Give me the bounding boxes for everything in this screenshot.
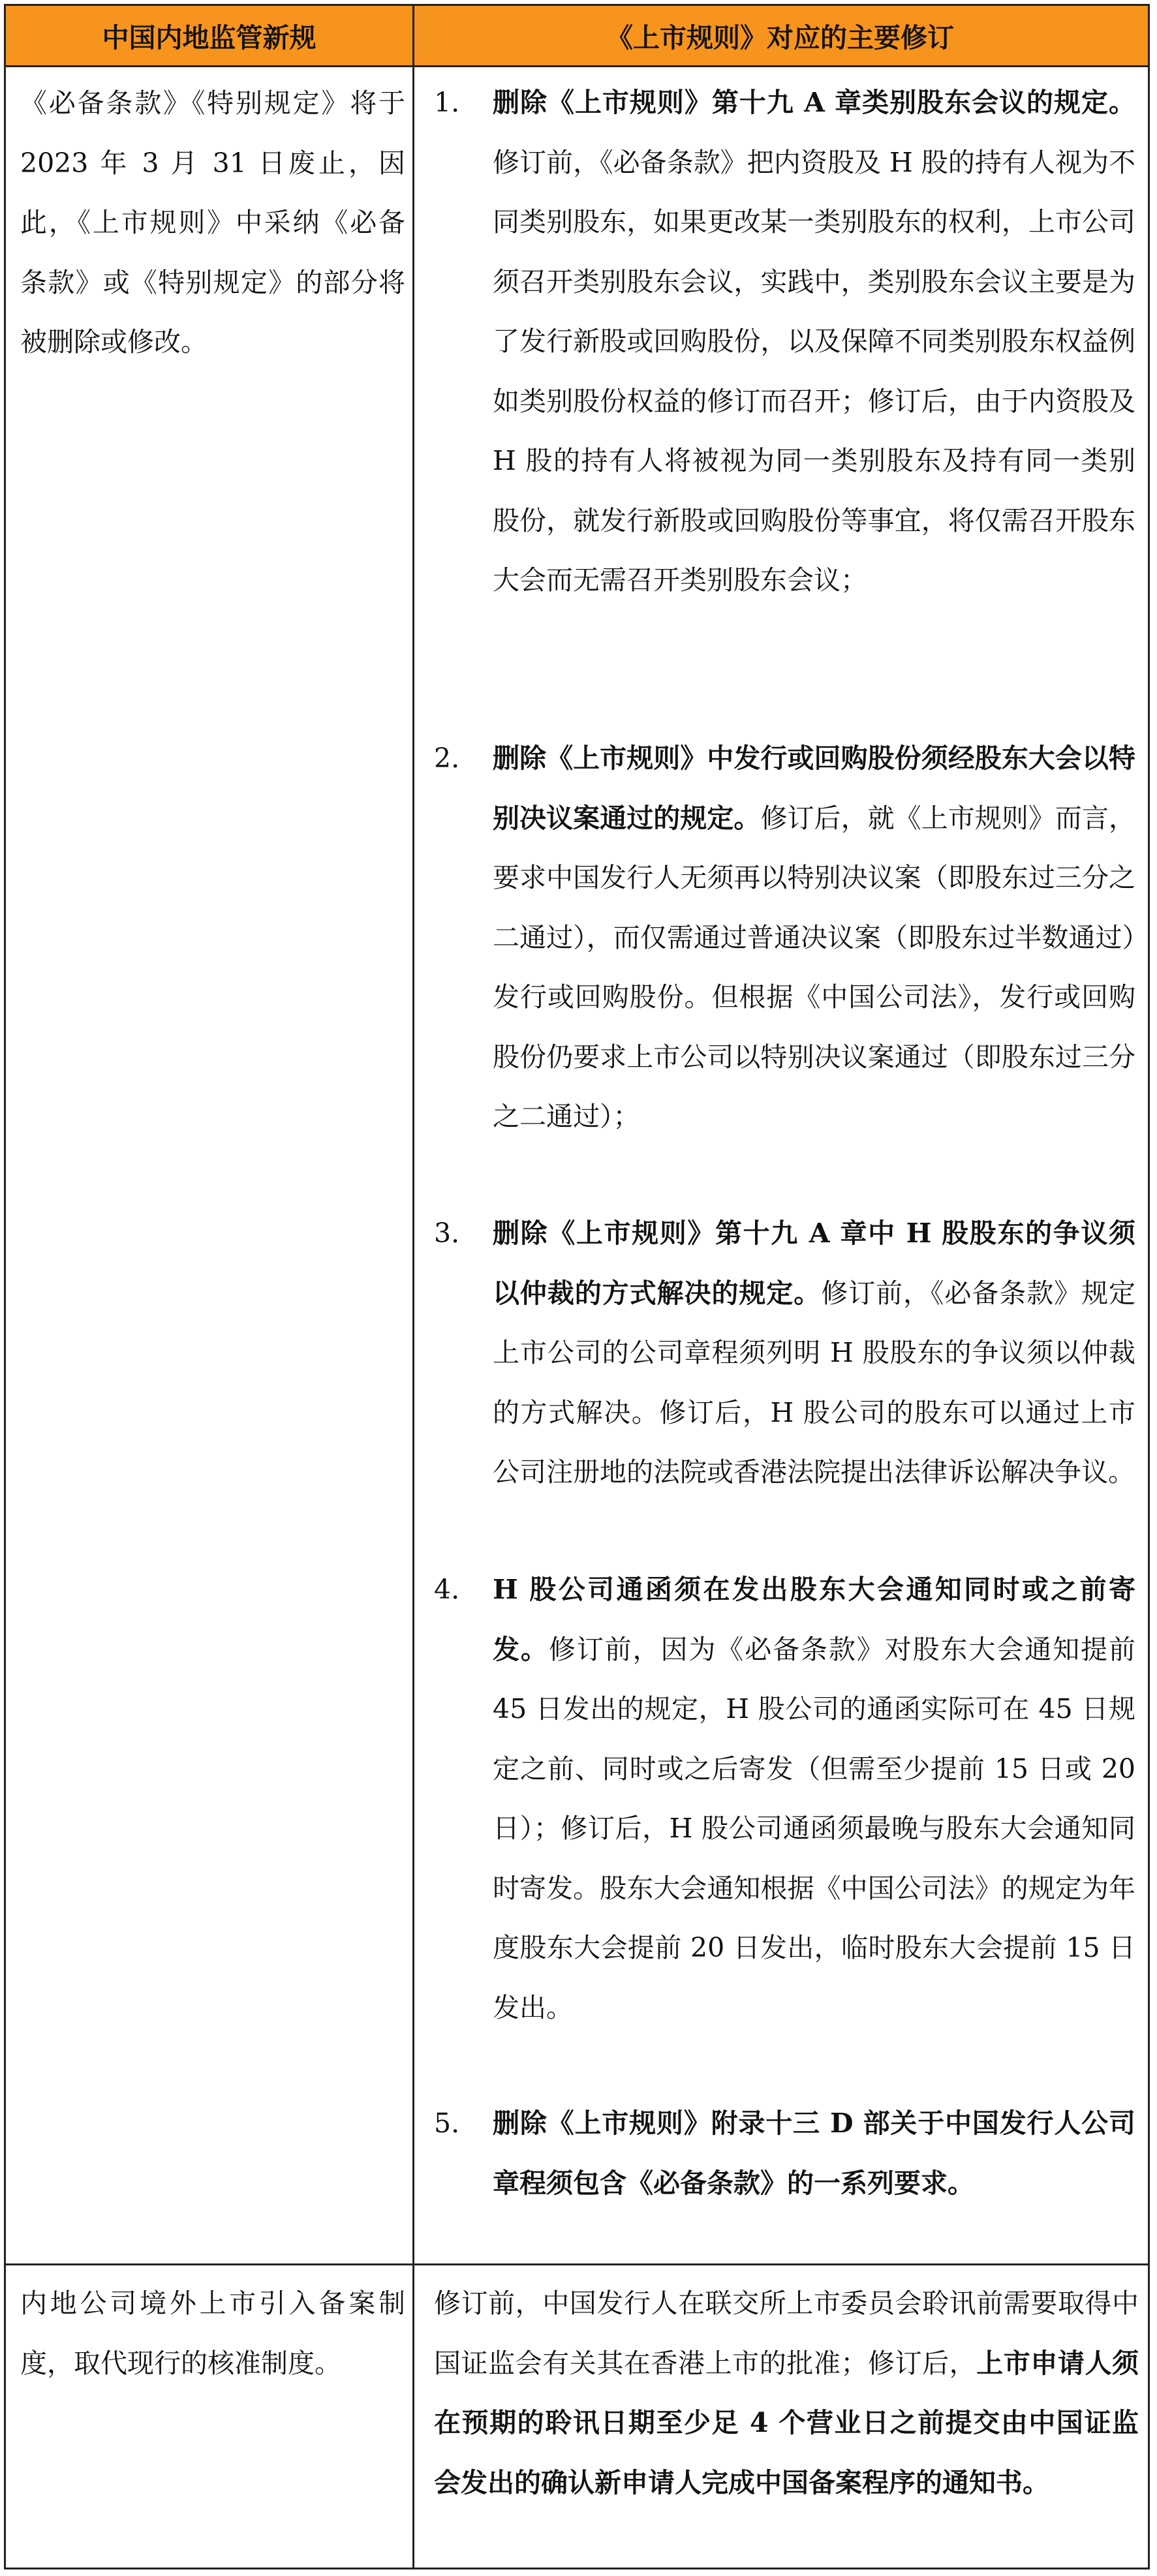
item-text bbox=[493, 1204, 1135, 1503]
row2-right-bold: 上市申请人须在预期的聆讯日期至少足 4 个营业日之前提交由中国证监会发出的确认新申请人完成中国备案程序的通知书。 bbox=[434, 2347, 1139, 2498]
item-text bbox=[493, 1560, 1135, 2038]
item-bold: H 股公司通函须在发出股东大会通知同时或之前寄发。 bbox=[493, 1574, 1135, 1665]
item-bold: 删除《上市规则》第十九 A 章中 H 股股东的争议须以仲裁的方式解决的规定。 bbox=[493, 1218, 1135, 1309]
item-number: 4. bbox=[434, 1574, 460, 1605]
column-divider bbox=[412, 6, 414, 2568]
row2-right-cell bbox=[434, 2274, 1139, 2513]
item-body: 修订前，因为《必备条款》对股东大会通知提前 45 日发出的规定，H 股公司的通函实际可在 45 日规定之前、同时或之后寄发（但需至少提前 15 日或 20 日）；修订后，H 股公司通函须最晚与股东大会通知同时寄发。股东大会通知根据《中国公司法》的规定为年度股东大会提前 20 日发出，临时股东大会提前 15 日发出。 bbox=[493, 1633, 1136, 2023]
item-bold: 删除《上市规则》第十九 A 章类别股东会议的规定。 bbox=[493, 87, 1135, 118]
item-number: 5. bbox=[434, 2108, 460, 2139]
item-bold: 删除《上市规则》中发行或回购股份须经股东大会以特别决议案通过的规定。 bbox=[493, 743, 1135, 834]
row-divider bbox=[6, 2263, 1148, 2265]
item-text bbox=[493, 2094, 1135, 2213]
item-bold: 删除《上市规则》附录十三 D 部关于中国发行人公司章程须包含《必备条款》的一系列要求。 bbox=[493, 2108, 1135, 2199]
item-body: 修订前，《必备条款》规定上市公司的公司章程须列明 H 股股东的争议须以仲裁的方式解决。修订后，H 股公司的股东可以通过上市公司注册地的法院或香港法院提出法律诉讼解决争议。 bbox=[493, 1277, 1136, 1488]
row2-left-cell: 内地公司境外上市引入备案制度，取代现行的核准制度。 bbox=[20, 2288, 405, 2379]
item-body: 修订前，《必备条款》把内资股及 H 股的持有人视为不同类别股东，如果更改某一类别股东的权利，上市公司须召开类别股东会议，实践中，类别股东会议主要是为了发行新股或回购股份，以及保障不同类别股东权益例如类别股份权益的修订而召开；修订后，由于内资股及 H 股的持有人将被视为同一类别股东及持有同一类别股份，就发行新股或回购股份等事宜，将仅需召开股东大会而无需召开类别股东会议； bbox=[493, 146, 1135, 596]
row1-left-cell: 《必备条款》《特别规定》将于 2023 年 3 月 31 日废止，因此，《上市规则》中采纳《必备条款》或《特别规定》的部分将被删除或修改。 bbox=[20, 87, 405, 358]
header-right: 《上市规则》对应的主要修订 bbox=[412, 6, 1148, 67]
header-left: 中国内地监管新规 bbox=[6, 6, 412, 67]
item-number: 3. bbox=[434, 1218, 460, 1249]
item-number: 2. bbox=[434, 743, 460, 774]
item-text bbox=[493, 729, 1135, 1147]
item-text bbox=[493, 73, 1135, 611]
item-number: 1. bbox=[434, 87, 460, 118]
item-body: 修订后，就《上市规则》而言，要求中国发行人无须再以特别决议案（即股东过三分之二通过），而仅需通过普通决议案（即股东过半数通过）发行或回购股份。但根据《中国公司法》，发行或回购股份仍要求上市公司以特别决议案通过（即股东过三分之二通过）； bbox=[493, 802, 1136, 1132]
row2-right-plain: 修订前，中国发行人在联交所上市委员会聆讯前需要取得中国证监会有关其在香港上市的批准；修订后， bbox=[434, 2288, 1139, 2379]
regulation-table bbox=[4, 4, 1150, 2569]
